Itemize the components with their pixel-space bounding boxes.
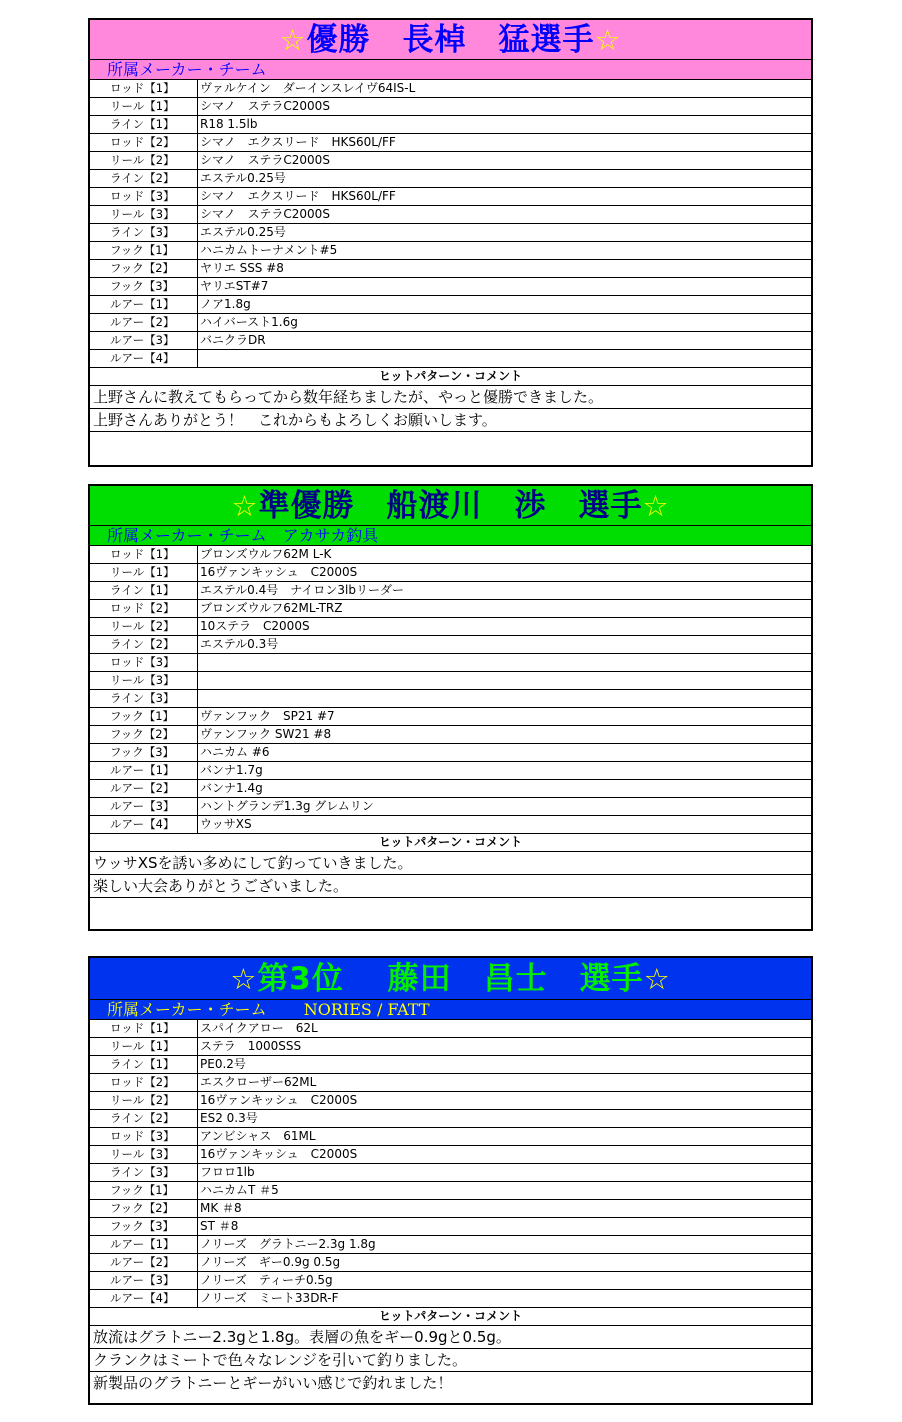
row-value: シマノ エクスリード HKS60L/FF — [200, 189, 396, 203]
row-label: リール【1】 — [90, 564, 198, 581]
comment-line: 上野さんに教えてもらってから数年経ちましたが、やっと優勝できました。 — [90, 386, 811, 409]
row-value: ハニカムT ＃5 — [200, 1183, 279, 1197]
comment-line: 新製品のグラトニーとギーがいい感じで釣れました！ — [93, 1374, 453, 1392]
row-value: R18 1.5lb — [200, 117, 258, 131]
row-label: フック【3】 — [90, 1218, 198, 1235]
comment-line — [90, 898, 811, 921]
row-value — [198, 672, 811, 689]
hit-pattern-header: ヒットパターン・コメント — [90, 834, 811, 852]
row-value: バンナ1.7g — [200, 763, 263, 777]
table-row — [90, 1020, 811, 1038]
row-label: リール【3】 — [90, 206, 198, 223]
row-value: 16ヴァンキッシュ C2000S — [200, 1147, 358, 1161]
row-label: ロッド【2】 — [90, 1074, 198, 1091]
row-label: ロッド【1】 — [90, 1020, 198, 1037]
row-label: フック【3】 — [90, 278, 198, 295]
row-label: ルアー【3】 — [90, 332, 198, 349]
table-row — [90, 1272, 811, 1290]
table-row — [90, 1146, 811, 1164]
row-label: ルアー【4】 — [90, 350, 198, 367]
row-label: ライン【3】 — [90, 1164, 198, 1181]
row-label: ライン【1】 — [90, 116, 198, 133]
table-row — [90, 1128, 811, 1146]
row-value: バンナ1.4g — [200, 781, 263, 795]
star-icon: ☆ — [230, 962, 258, 996]
row-value: ノリーズ ギー0.9g 0.5g — [200, 1255, 341, 1269]
table-row — [90, 1218, 811, 1236]
row-label: フック【3】 — [90, 744, 198, 761]
row-value: ノア1.8g — [200, 297, 251, 311]
row-label: ライン【2】 — [90, 636, 198, 653]
team-line: 所属メーカー・チーム NORIES / FATT — [90, 1000, 811, 1020]
row-value: エステル0.4号 ナイロン3lbリーダー — [200, 583, 404, 597]
row-value: PE0.2号 — [200, 1057, 246, 1071]
row-label: リール【1】 — [90, 1038, 198, 1055]
row-label: ロッド【1】 — [90, 546, 198, 563]
row-value: 16ヴァンキッシュ C2000S — [200, 565, 358, 579]
row-value: シマノ エクスリード HKS60L/FF — [200, 135, 396, 149]
row-value: ウッサXS — [200, 817, 252, 831]
star-icon: ☆ — [642, 489, 670, 523]
table-row — [90, 188, 811, 206]
table-row — [90, 816, 811, 834]
row-value: ヴァンフック SP21 #7 — [200, 709, 335, 723]
table-row — [90, 242, 811, 260]
result-card — [88, 18, 813, 467]
table-row — [90, 278, 811, 296]
table-row — [90, 224, 811, 242]
title-text: 第3位 藤田 昌士 選手 — [257, 961, 644, 997]
card-title — [90, 958, 811, 1000]
table-row — [90, 1092, 811, 1110]
table-row — [90, 134, 811, 152]
star-icon: ☆ — [594, 23, 622, 57]
row-label: フック【2】 — [90, 1200, 198, 1217]
row-label: ルアー【1】 — [90, 1236, 198, 1253]
comment-line: クランクはミートで色々なレンジを引いて釣りました。 — [90, 1349, 811, 1372]
row-label: ロッド【3】 — [90, 654, 198, 671]
team-line: 所属メーカー・チーム — [90, 60, 811, 80]
row-value: ヴァンフック SW21 #8 — [200, 727, 332, 741]
table-row — [90, 636, 811, 654]
row-value: バニクラDR — [200, 333, 266, 347]
card-title — [90, 486, 811, 526]
row-value: 16ヴァンキッシュ C2000S — [200, 1093, 358, 1107]
row-label: ロッド【2】 — [90, 134, 198, 151]
row-label: ロッド【1】 — [90, 80, 198, 97]
row-label: ライン【3】 — [90, 224, 198, 241]
row-label: フック【1】 — [90, 708, 198, 725]
row-value — [198, 654, 811, 671]
row-value: ハニカムトーナメント#5 — [200, 243, 338, 257]
row-value: シマノ ステラC2000S — [200, 153, 330, 167]
comment-line: 放流はグラトニー2.3gと1.8g。表層の魚をギー0.9gと0.5g。 — [90, 1326, 811, 1349]
table-row — [90, 206, 811, 224]
comment-line: 上野さんありがとう！ これからもよろしくお願いします。 — [90, 409, 811, 432]
table-row — [90, 618, 811, 636]
comment-line — [90, 432, 811, 455]
table-row — [90, 690, 811, 708]
star-icon: ☆ — [231, 489, 259, 523]
row-label: リール【3】 — [90, 1146, 198, 1163]
row-value: ハイバースト1.6g — [200, 315, 298, 329]
row-label: リール【2】 — [90, 1092, 198, 1109]
row-label: フック【1】 — [90, 1182, 198, 1199]
table-row — [90, 780, 811, 798]
table-row — [90, 1056, 811, 1074]
table-row — [90, 332, 811, 350]
comment-line: ウッサXSを誘い多めにして釣っていきました。 — [90, 852, 811, 875]
row-value: ヴァルケイン ダーインスレイヴ64IS-L — [200, 81, 416, 95]
row-value: ノリーズ ティーチ0.5g — [200, 1273, 333, 1287]
row-label: ルアー【4】 — [90, 1290, 198, 1307]
row-label: ロッド【3】 — [90, 188, 198, 205]
row-label: ロッド【3】 — [90, 1128, 198, 1145]
row-value: ヤリエST#7 — [200, 279, 269, 293]
table-row — [90, 1254, 811, 1272]
row-value: シマノ ステラC2000S — [200, 99, 330, 113]
title-text: 準優勝 船渡川 渉 選手 — [258, 488, 643, 524]
star-icon: ☆ — [643, 962, 671, 996]
row-label: フック【1】 — [90, 242, 198, 259]
row-value: エスクローザー62ML — [200, 1075, 317, 1089]
table-row — [90, 672, 811, 690]
table-row — [90, 1200, 811, 1218]
row-value — [198, 690, 811, 707]
row-label: ライン【2】 — [90, 1110, 198, 1127]
row-label: ライン【2】 — [90, 170, 198, 187]
table-row — [90, 798, 811, 816]
row-label: リール【2】 — [90, 152, 198, 169]
row-label: ルアー【4】 — [90, 816, 198, 833]
row-value: ハニカム #6 — [200, 745, 270, 759]
table-row — [90, 1236, 811, 1254]
table-row — [90, 546, 811, 564]
row-value: エステル0.25号 — [200, 225, 286, 239]
row-value: ハントグランデ1.3g グレムリン — [200, 799, 374, 813]
row-value: ステラ 1000SSS — [200, 1039, 302, 1053]
table-row — [90, 726, 811, 744]
row-value: エステル0.25号 — [200, 171, 286, 185]
table-row — [90, 116, 811, 134]
card-title — [90, 20, 811, 60]
row-value: エステル0.3号 — [200, 637, 279, 651]
team-line: 所属メーカー・チーム アカサカ釣具 — [90, 526, 811, 546]
table-row — [90, 98, 811, 116]
row-value: ノリーズ ミート33DR-F — [200, 1291, 339, 1305]
table-row — [90, 564, 811, 582]
result-card — [88, 956, 813, 1405]
table-row — [90, 314, 811, 332]
row-label: リール【3】 — [90, 672, 198, 689]
table-row — [90, 260, 811, 278]
row-value: アンビシャス 61ML — [200, 1129, 316, 1143]
row-label: ライン【3】 — [90, 690, 198, 707]
hit-pattern-header: ヒットパターン・コメント — [90, 368, 811, 386]
star-icon: ☆ — [279, 23, 307, 57]
row-value: ブロンズウルフ62M L-K — [200, 547, 332, 561]
row-value: ES2 0.3号 — [200, 1111, 258, 1125]
row-value: ヤリエ SSS #8 — [200, 261, 284, 275]
row-value: 10ステラ C2000S — [200, 619, 310, 633]
row-label: リール【2】 — [90, 618, 198, 635]
table-row — [90, 654, 811, 672]
table-row — [90, 1110, 811, 1128]
title-text: 優勝 長棹 猛選手 — [306, 22, 595, 58]
row-value: ST ＃8 — [200, 1219, 239, 1233]
table-row — [90, 762, 811, 780]
hit-pattern-header: ヒットパターン・コメント — [90, 1308, 811, 1326]
table-row — [90, 170, 811, 188]
row-value: フロロ1lb — [200, 1165, 255, 1179]
row-label: ルアー【3】 — [90, 1272, 198, 1289]
row-label: ルアー【2】 — [90, 314, 198, 331]
row-value: ノリーズ グラトニー2.3g 1.8g — [200, 1237, 376, 1251]
row-value: ブロンズウルフ62ML-TRZ — [200, 601, 343, 615]
comment-line: 楽しい大会ありがとうございました。 — [90, 875, 811, 898]
row-label: ルアー【1】 — [90, 762, 198, 779]
row-label: ルアー【2】 — [90, 1254, 198, 1271]
row-label: フック【2】 — [90, 260, 198, 277]
table-row — [90, 600, 811, 618]
table-row — [90, 708, 811, 726]
table-row — [90, 1164, 811, 1182]
row-label: ライン【1】 — [90, 582, 198, 599]
table-row — [90, 1182, 811, 1200]
table-row — [90, 744, 811, 762]
table-row — [90, 152, 811, 170]
row-label: フック【2】 — [90, 726, 198, 743]
result-card — [88, 484, 813, 931]
row-value: シマノ ステラC2000S — [200, 207, 330, 221]
row-label: ルアー【3】 — [90, 798, 198, 815]
table-row — [90, 80, 811, 98]
table-row — [90, 296, 811, 314]
row-label: ロッド【2】 — [90, 600, 198, 617]
table-row — [90, 350, 811, 368]
table-row — [90, 1038, 811, 1056]
row-label: ライン【1】 — [90, 1056, 198, 1073]
table-row — [90, 1074, 811, 1092]
table-row — [90, 1290, 811, 1308]
row-label: ルアー【1】 — [90, 296, 198, 313]
table-row — [90, 582, 811, 600]
row-value: MK ＃8 — [200, 1201, 242, 1215]
row-value: スパイクアロー 62L — [200, 1021, 318, 1035]
row-value — [198, 350, 811, 367]
row-label: ルアー【2】 — [90, 780, 198, 797]
row-label: リール【1】 — [90, 98, 198, 115]
